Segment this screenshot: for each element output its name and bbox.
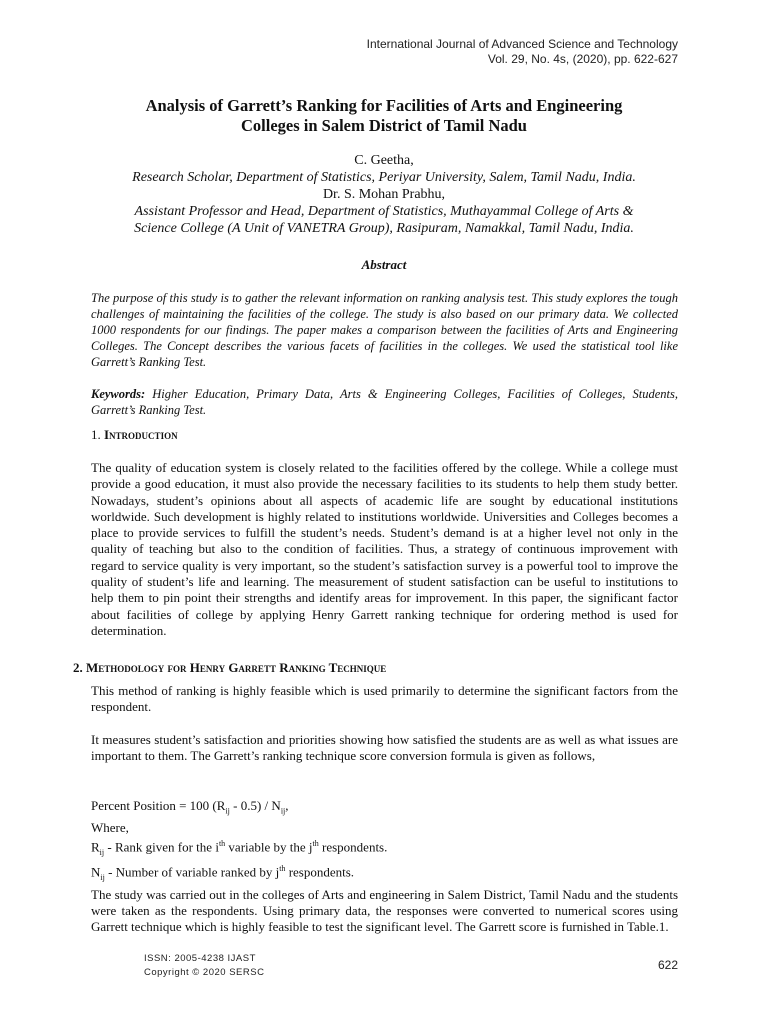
section-2-heading <box>73 660 386 676</box>
methodology-paragraph-3: The study was carried out in the colleges of Arts and engineering in Salem District, Tamil Nadu and the students were taken as the respondents. Using primary data, the responses were converted to numerical scores using Garrett technique which is highly feasible to test the significant level. The Garrett score is furnished in Table.1. <box>91 886 678 935</box>
formula-where: Where, <box>91 819 129 835</box>
journal-header <box>367 37 678 67</box>
keywords <box>91 386 678 418</box>
methodology-paragraph-1: This method of ranking is highly feasible which is used primarily to determine the significant factors from the respondent. <box>91 683 678 715</box>
author-block <box>60 152 708 237</box>
abstract-text: The purpose of this study is to gather the relevant information on ranking analysis test. This study explores the tough challenges of maintaining the facilities of the college. The study is also based on our primary data. We collected 1000 respondents for our findings. The paper makes a comparison between the facilities of Arts and Engineering Colleges. The Concept describes the various facets of facilities in the colleges. We used the statistical tool like Garrett’s Ranking Test. <box>91 291 678 369</box>
methodology-paragraph-2: It measures student’s satisfaction and priorities showing how satisfied the students are as well as what issues are important to them. The Garrett’s ranking technique score conversion formula is given as follows, <box>91 732 678 764</box>
paper-title <box>60 96 708 136</box>
formula-r-definition: $R_{ij}$ - Rank given for the $i^{th}$ variable by the $j^{th}$ respondents. <box>91 839 388 858</box>
title-line-1: Analysis of Garrett’s Ranking for Facilities of Arts and Engineering <box>145 96 623 115</box>
abstract-heading: Abstract <box>361 257 407 272</box>
title-line-2: Colleges in Salem District of Tamil Nadu <box>240 116 527 135</box>
formula-line: Percent Position = 100 $(R_{ij} - 0.5) / N_{ij}$, <box>91 798 289 816</box>
footer-issn: ISSN: 2005-4238 IJAST <box>144 953 256 964</box>
footer-copyright: Copyright © 2020 SERSC <box>144 967 265 978</box>
section-1-title: Introduction <box>104 427 178 442</box>
journal-name: International Journal of Advanced Science and Technology <box>366 37 678 51</box>
introduction-paragraph: The quality of education system is closely related to the facilities offered by the college. While a college must provide a good education, it must also provide the necessary facilities to its students to help them study better. Nowadays, student’s opinions about all aspects of academic life are sought by educational institutions worldwide. Such development is highly related to institutions worldwide. Universities and Colleges becomes a place to provide services to fulfill the student’s needs. Student’s demand is at a higher level not only in the quality of teaching but also to the condition of facilities. Thus, a strategy of continuous improvement with regard to service quality is very important, so the student’s satisfaction survey is a powerful tool to improve the quality of student’s life and learning. The measurement of student satisfaction can be useful to institutions to help them to pin point their strengths and identify areas for improvement. In this paper, the significant factor about facilities of college by applying Henry Garrett ranking technique for ordering method is used for determination. <box>91 460 678 638</box>
section-2-title: Methodology for Henry Garrett Ranking Technique <box>86 660 387 675</box>
author-2-affiliation-a: Assistant Professor and Head, Department of Statistics, Muthayammal College of Arts & <box>134 204 634 219</box>
section-2-number: 2. <box>73 660 86 675</box>
journal-volume: Vol. 29, No. 4s, (2020), pp. 622-627 <box>487 52 678 66</box>
author-1: C. Geetha, <box>354 153 414 168</box>
section-1-heading <box>91 427 178 443</box>
page-number: 622 <box>657 958 678 972</box>
author-2: Dr. S. Mohan Prabhu, <box>322 187 446 202</box>
author-1-affiliation: Research Scholar, Department of Statistics, Periyar University, Salem, Tamil Nadu, India. <box>132 170 636 185</box>
page-footer <box>144 952 264 980</box>
keywords-text: Higher Education, Primary Data, Arts & Engineering Colleges, Facilities of Colleges, Students, Garrett’s Ranking Test. <box>91 387 678 417</box>
author-2-affiliation-b: Science College (A Unit of VANETRA Group), Rasipuram, Namakkal, Tamil Nadu, India. <box>134 221 634 236</box>
section-1-number: 1. <box>91 427 104 442</box>
keywords-label: Keywords: <box>91 387 146 401</box>
formula-n-definition: $N_{ij}$ - Number of variable ranked by $j^{th}$ respondents. <box>91 864 355 883</box>
formula-block <box>91 798 678 936</box>
